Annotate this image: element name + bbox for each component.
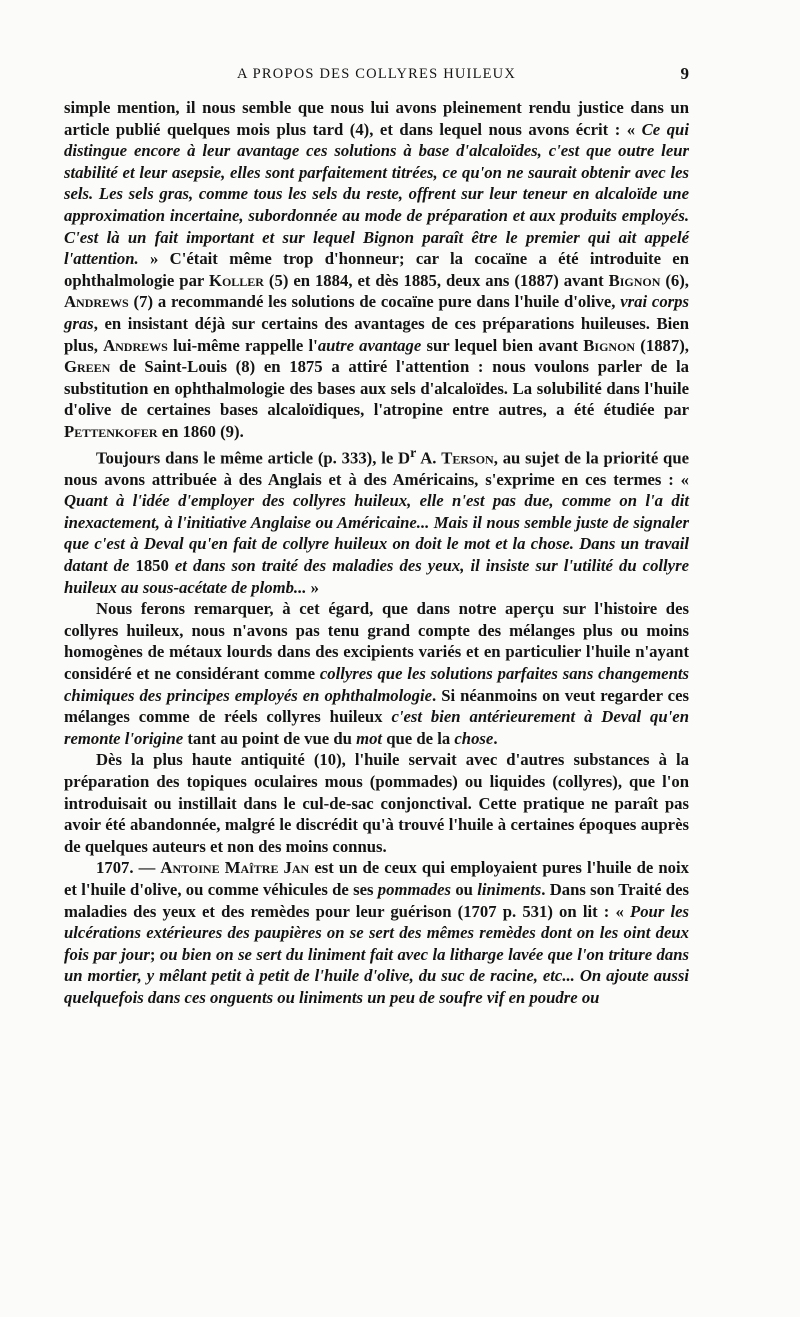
- text-run: A.: [416, 448, 442, 468]
- paragraph-2: [64, 443, 689, 599]
- text-run: lui-même rappelle l': [167, 335, 318, 355]
- text-run: .: [493, 728, 498, 748]
- page-number: 9: [680, 64, 689, 83]
- page-header: [64, 64, 689, 88]
- author-name: Bignon: [608, 270, 661, 290]
- emphasis: collyres que les solutions parfaites sans changements chimiques des principes employés en ophthalmologie: [64, 664, 689, 705]
- author-name: Terson: [441, 448, 494, 468]
- author-name: Pettenkofer: [64, 421, 158, 441]
- emphasis: liniments: [477, 879, 542, 899]
- text-run: tant au point de vue du: [183, 728, 357, 748]
- text-run: sur lequel bien avant: [421, 335, 584, 355]
- text-run: de Saint-Louis (8) en 1875 a attiré l'attention : nous voulons parler de la substitution en ophthalmologie des bases aux sels d'alcaloïdes. La solubilité dans l'huile d'olive de certaines bases alcaloïdiques, l'atropine entre autres, a été étudiée par: [64, 357, 689, 420]
- text-run: (5) en 1884, et dès 1885, deux ans (1887) avant: [263, 270, 609, 290]
- emphasis: vrai corps gras: [64, 292, 689, 333]
- emphasis: chose: [454, 728, 494, 748]
- emphasis: pommades: [377, 879, 452, 899]
- text-run: (7) a recommandé les solutions de cocaïne pure dans l'huile d'olive,: [128, 292, 621, 312]
- paragraph-1: [64, 97, 689, 443]
- author-name: Koller: [208, 270, 264, 290]
- quotation: ou bien on se sert du liniment fait avec la litharge lavée que l'on triture dans un mortier, y mêlant petit à petit de l'huile d'olive, du suc de racine, etc... On ajoute aussi quelquefois dans ces onguents ou liniments un peu de soufre vif en poudre ou: [64, 944, 690, 1007]
- running-title: A PROPOS DES COLLYRES HUILEUX: [236, 66, 517, 82]
- text-run: Toujours dans le même article (p. 333), le D: [96, 448, 411, 468]
- text-run: simple mention, il nous semble que nous lui avons pleinement rendu justice dans un article publié quelques mois plus tard (4), et dans lequel nous avons écrit : «: [64, 98, 689, 139]
- paragraph-5: [64, 857, 689, 1008]
- text-run: ou: [451, 879, 478, 899]
- quotation: Pour les ulcérations extérieures des paupières on se sert des mêmes remèdes dont on les oint deux fois par jour: [64, 901, 689, 964]
- author-name: Andrews: [103, 335, 168, 355]
- emphasis: c'est bien antérieurement à Deval qu'en remonte l'origine: [64, 707, 689, 748]
- quotation: et dans son traité des maladies des yeux, il insiste sur l'utilité du collyre huileux au sous-acétate de plomb...: [64, 556, 689, 597]
- text-run: ;: [149, 944, 160, 964]
- year: 1850: [135, 556, 169, 576]
- text-run: que de la: [382, 728, 455, 748]
- body-text: [64, 97, 689, 1009]
- emphasis: autre avantage: [317, 335, 422, 355]
- text-run: en 1860 (9).: [157, 421, 244, 441]
- text-run: Nous ferons remarquer, à cet égard, que dans notre aperçu sur l'histoire des collyres huileux, nous n'avons pas tenu grand compte des mélanges plus ou moins homogènes de métaux lourds dans des excipients variés et en particulier l'huile n'ayant considéré et ne considérant comme: [64, 599, 689, 683]
- superscript: r: [410, 445, 417, 461]
- text-run: , en insistant déjà sur certains des avantages de ces préparations huileuses. Bien plus,: [64, 313, 689, 355]
- text-run: » C'était même trop d'honneur; car la cocaïne a été introduite en ophthalmologie par: [64, 249, 689, 290]
- paragraph-4: [64, 749, 689, 857]
- author-name: Bignon: [583, 335, 636, 355]
- quotation: Ce qui distingue encore à leur avantage ces solutions à base d'alcaloïdes, c'est que outre leur stabilité et leur asepsie, elles sont parfaitement titrées, ce qu'on ne saurait obtenir avec les sels. Les sels gras, comme tous les sels du reste, offrent sur leur teneur en alcaloïde une approximation incertaine, subordonnée au mode de préparation et aux produits employés. C'est là un fait important et sur lequel Bignon paraît être le premier qui ait appelé l'attention.: [64, 119, 689, 269]
- entry-year: 1707. —: [96, 858, 161, 878]
- author-name: Antoine Maître Jan: [160, 858, 310, 878]
- author-name: Green: [64, 357, 111, 377]
- paragraph-3: [64, 598, 689, 749]
- quotation: Quant à l'idée d'employer des collyres huileux, elle n'est pas due, comme on l'a dit inexactement, à l'initiative Anglaise ou Américaine... Mais il nous semble juste de signaler que c'est à Deval qu'en fait de collyre huileux on doit le mot et la chose. Dans un travail datant de: [64, 491, 689, 576]
- text-run: »: [306, 577, 319, 597]
- text-run: Dès la plus haute antiquité (10), l'huile servait avec d'autres substances à la préparation des topiques oculaires mous (pommades) ou liquides (collyres), que l'on introduisait ou instillait dans le cul-de-sac conjonctival. Cette pratique ne paraît pas avoir été abandonnée, malgré le discrédit qu'à trouvé l'huile à certaines époques auprès de quelques auteurs et non des moins connus.: [64, 750, 689, 856]
- text-run: , au sujet de la priorité que nous avons attribuée à des Anglais et à des Américains, s'exprime en ces termes : «: [64, 448, 690, 489]
- emphasis: mot: [356, 728, 383, 748]
- text-run: . Dans son Traité des maladies des yeux et des remèdes pour leur guérison (1707 p. 531) on lit : «: [64, 879, 689, 921]
- text-run: . Si néanmoins on veut regarder ces mélanges comme de réels collyres huileux: [64, 685, 689, 727]
- text-run: (1887),: [635, 335, 689, 355]
- text-run: (6),: [660, 270, 689, 290]
- author-name: Andrews: [64, 292, 129, 312]
- text-run: est un de ceux qui employaient pures l'huile de noix et l'huile d'olive, ou comme véhicules de ses: [64, 858, 690, 899]
